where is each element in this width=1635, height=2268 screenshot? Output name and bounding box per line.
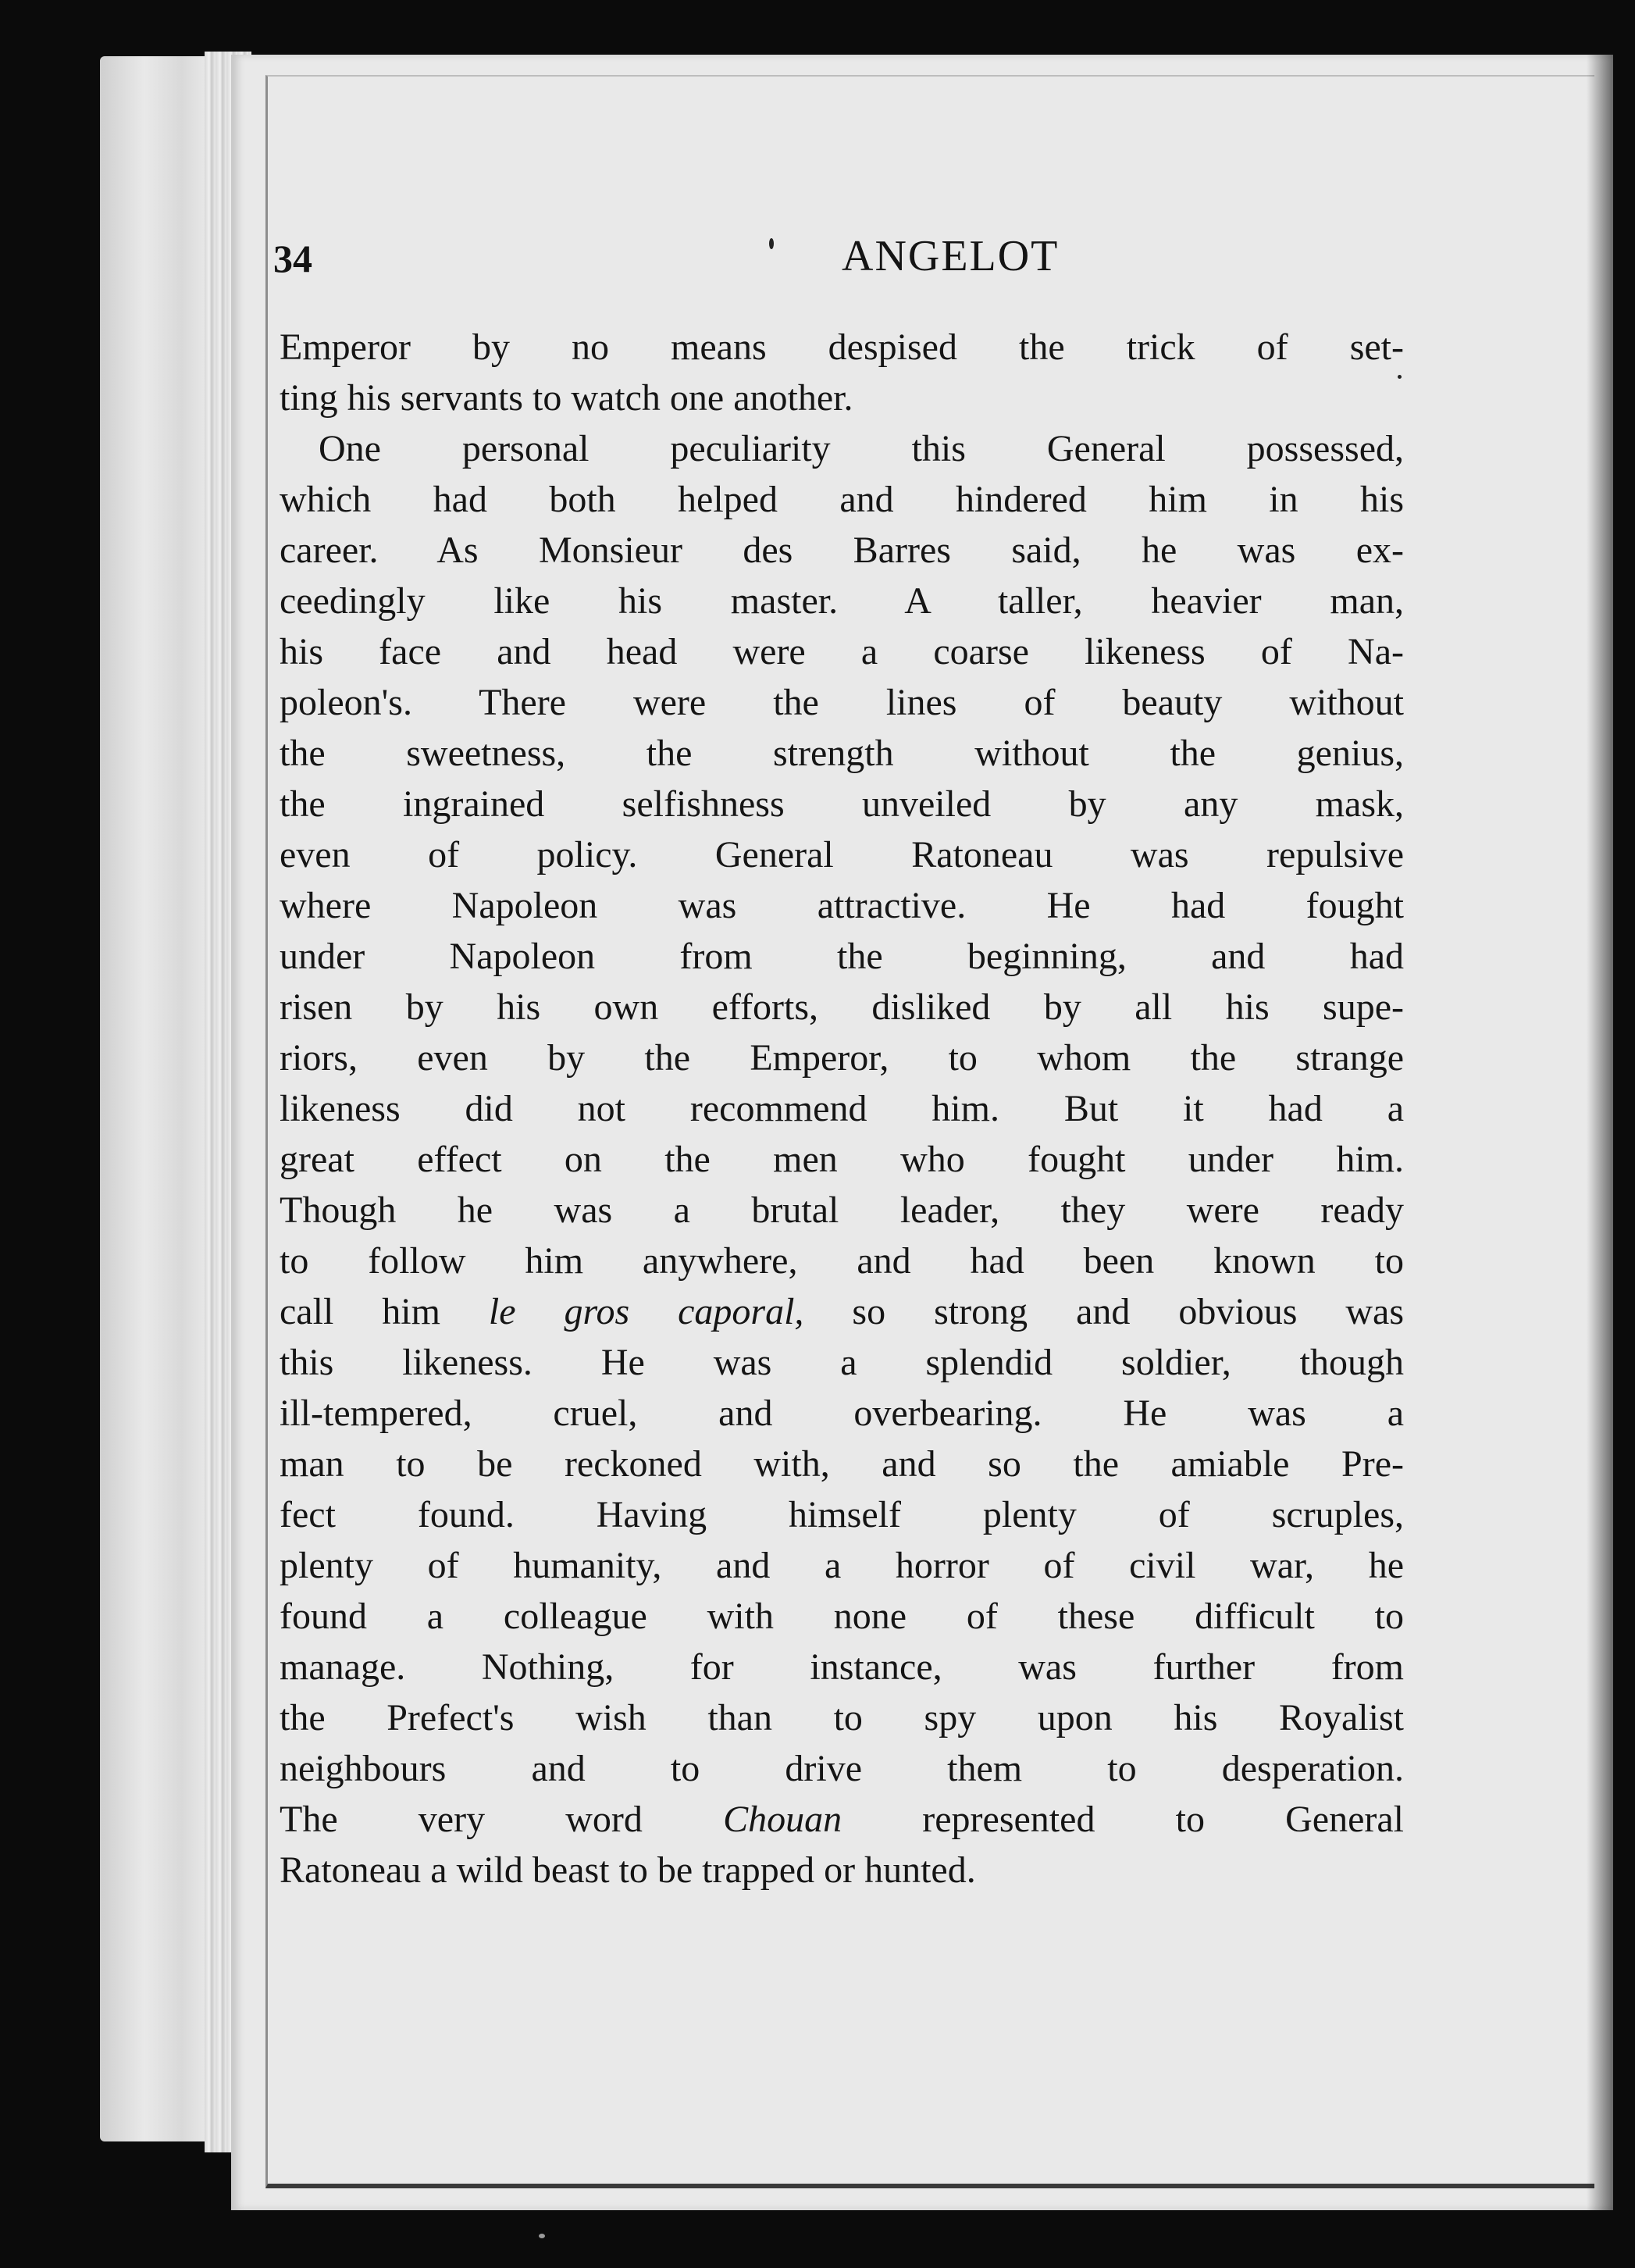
text-line <box>280 677 1404 728</box>
text-line <box>280 1236 1404 1286</box>
text-segment: to follow him anywhere, and had been known to <box>280 1240 1404 1282</box>
text-segment: plenty of humanity, and a horror of civil war, he <box>280 1545 1404 1586</box>
text-segment: the ingrained selfishness unveiled by any mask, <box>280 783 1404 825</box>
text-line <box>280 1388 1404 1439</box>
text-segment: career. As Monsieur des Barres said, he was ex- <box>280 530 1404 571</box>
text-segment: fect found. Having himself plenty of scruples, <box>280 1494 1404 1535</box>
text-segment: Ratoneau a wild beast to be trapped or hunted. <box>280 1849 976 1891</box>
text-segment: this likeness. He was a splendid soldier, though <box>280 1342 1404 1383</box>
scan-speck <box>1398 375 1402 379</box>
text-segment: ting his servants to watch one another. <box>280 377 853 419</box>
text-segment: under Napoleon from the beginning, and had <box>280 936 1404 977</box>
text-line <box>280 1743 1404 1794</box>
text-segment: risen by his own efforts, disliked by all his supe- <box>280 986 1404 1028</box>
text-line <box>280 373 1404 423</box>
text-line <box>280 1692 1404 1743</box>
text-line <box>280 779 1404 829</box>
scan-speck <box>769 238 774 249</box>
text-segment: likeness did not recommend him. But it had a <box>280 1088 1404 1129</box>
scan-speck <box>539 2234 545 2238</box>
text-segment: great effect on the men who fought under him. <box>280 1139 1404 1180</box>
text-line <box>280 576 1404 626</box>
text-line <box>280 1083 1404 1134</box>
page-number: 34 <box>273 237 312 280</box>
text-segment: neighbours and to drive them to desperation. <box>280 1748 1404 1789</box>
text-line <box>280 1845 1404 1895</box>
text-segment: which had both helped and hindered him in his <box>280 479 1404 520</box>
text-line <box>280 525 1404 576</box>
text-segment: ceedingly like his master. A taller, heavier man, <box>280 580 1404 622</box>
text-line <box>280 1032 1404 1083</box>
text-segment: found a colleague with none of these difficult to <box>280 1596 1404 1637</box>
text-segment: even of policy. General Ratoneau was repulsive <box>280 834 1404 875</box>
text-line <box>280 1642 1404 1692</box>
text-line <box>280 1185 1404 1236</box>
text-line <box>280 1591 1404 1642</box>
text-segment: manage. Nothing, for instance, was further from <box>280 1646 1404 1688</box>
text-segment: Emperor by no means despised the trick of set- <box>280 326 1404 368</box>
text-segment: the sweetness, the strength without the genius, <box>280 733 1404 774</box>
text-line <box>280 1439 1404 1489</box>
text-line <box>280 1134 1404 1185</box>
text-line <box>280 1489 1404 1540</box>
text-line <box>280 322 1404 373</box>
text-segment: so strong and obvious was <box>803 1291 1404 1332</box>
text-line <box>280 1337 1404 1388</box>
text-line <box>280 1286 1404 1337</box>
text-segment: his face and head were a coarse likeness of Na- <box>280 631 1404 672</box>
text-line <box>280 880 1404 931</box>
text-line <box>280 1794 1404 1845</box>
text-line <box>280 474 1404 525</box>
text-line <box>280 931 1404 982</box>
text-line <box>280 1540 1404 1591</box>
body-text <box>280 322 1404 1895</box>
running-title: ANGELOT <box>842 232 1060 280</box>
text-segment: poleon's. There were the lines of beauty without <box>280 682 1404 723</box>
text-segment: represented to General <box>842 1799 1405 1840</box>
text-segment: where Napoleon was attractive. He had fought <box>280 885 1404 926</box>
italic-text: Chouan <box>723 1799 842 1840</box>
text-segment: call him <box>280 1291 489 1332</box>
text-line <box>280 982 1404 1032</box>
text-line <box>280 423 1404 474</box>
italic-text: le gros caporal, <box>488 1291 804 1332</box>
text-segment: the Prefect's wish than to spy upon his Royalist <box>280 1697 1404 1738</box>
text-segment: The very word <box>280 1799 724 1840</box>
text-segment: Though he was a brutal leader, they were ready <box>280 1189 1404 1231</box>
text-segment: riors, even by the Emperor, to whom the strange <box>280 1037 1404 1079</box>
text-line <box>280 626 1404 677</box>
text-line <box>280 829 1404 880</box>
text-line <box>280 728 1404 779</box>
gutter-shadow <box>1587 55 1613 2210</box>
text-segment: ill-tempered, cruel, and overbearing. He was a <box>280 1393 1404 1434</box>
text-segment: One personal peculiarity this General possessed, <box>319 428 1404 469</box>
running-head <box>273 231 1405 286</box>
text-segment: man to be reckoned with, and so the amiable Pre- <box>280 1443 1404 1485</box>
